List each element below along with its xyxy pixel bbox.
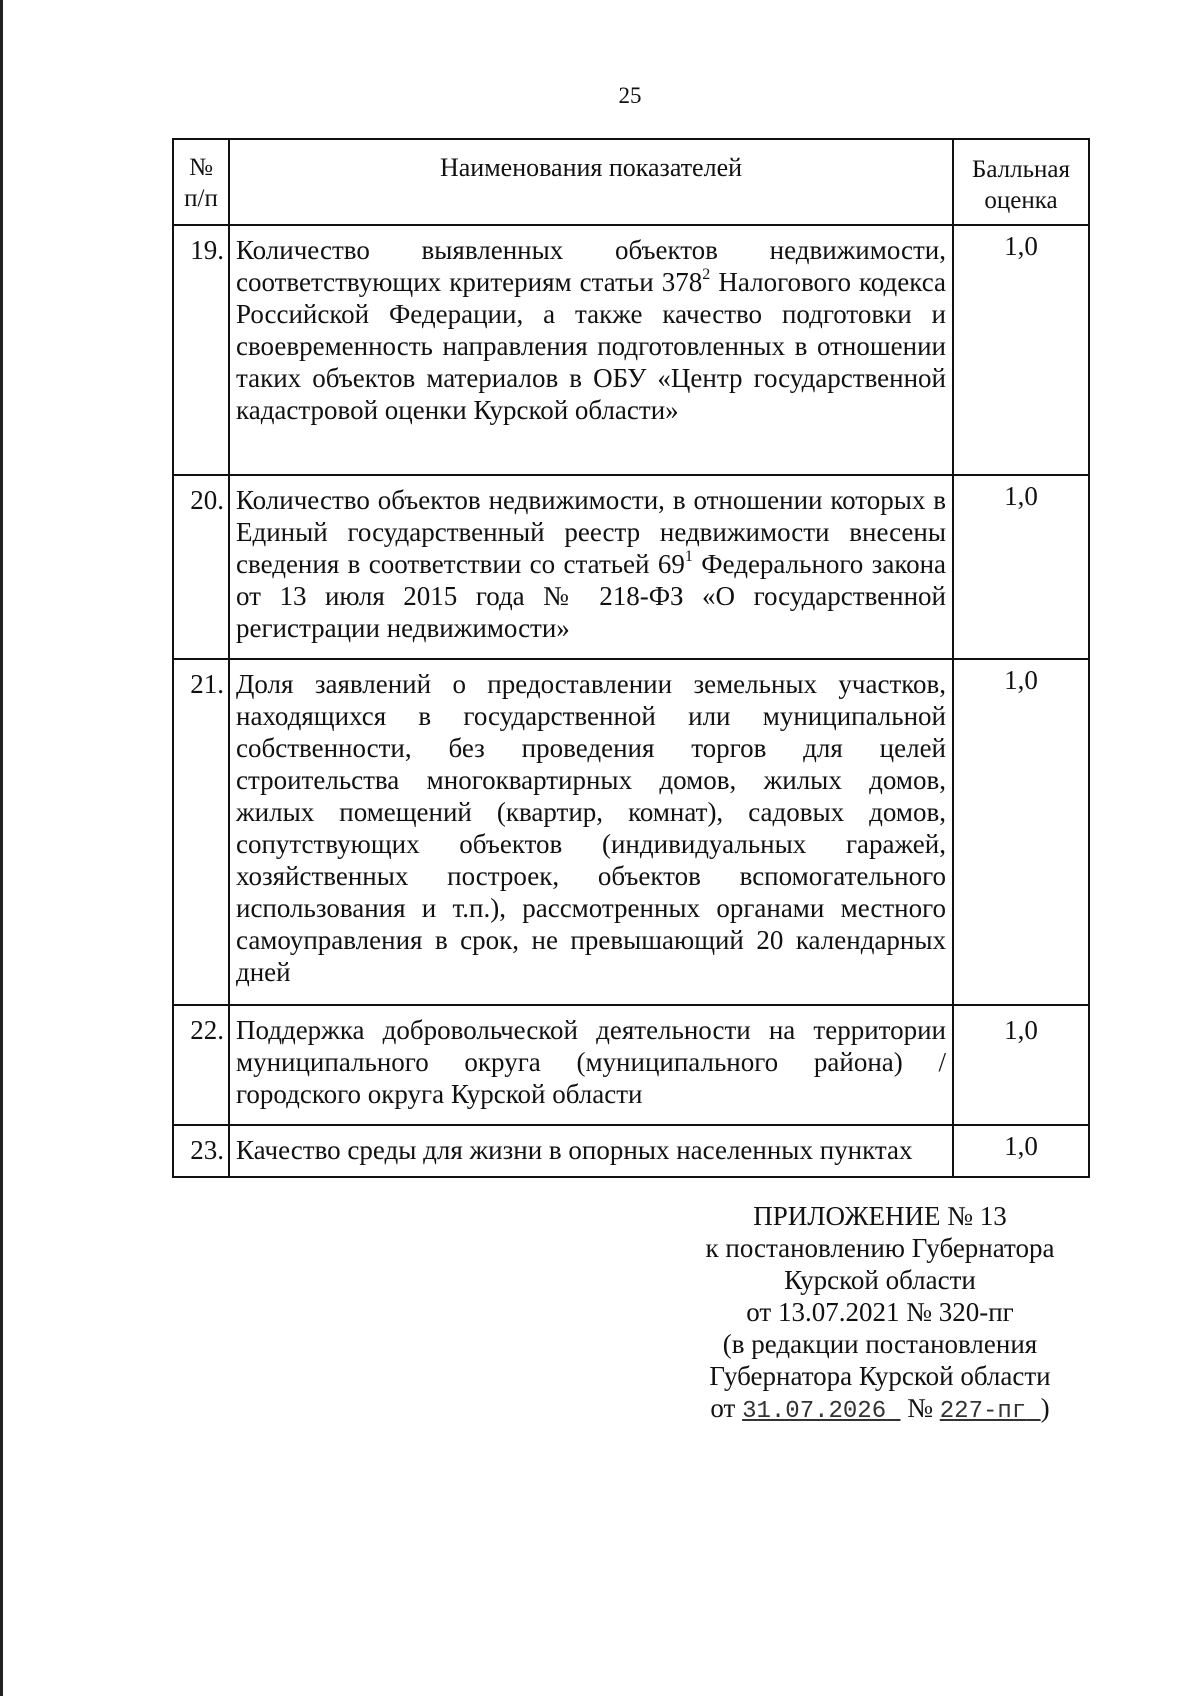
- appendix-title: ПРИЛОЖЕНИЕ № 13: [753, 1201, 1007, 1231]
- row-number: 22.: [173, 1005, 229, 1125]
- row-indicator-text: Качество среды для жизни в опорных населенных пунктах: [229, 1125, 953, 1177]
- appendix-reference: к постановлению Губернатора: [705, 1233, 1055, 1263]
- edition-date: 31.07.2026: [742, 1398, 887, 1425]
- appendix-edition-line: от 31.07.2026 № 227-пг ): [710, 1393, 1050, 1425]
- row-score: 1,0: [953, 1125, 1089, 1177]
- indicators-table: [172, 138, 1090, 1178]
- superscript: 1: [684, 548, 693, 565]
- edition-number: 227-пг: [939, 1398, 1027, 1425]
- header-score-line2: оценка: [984, 187, 1058, 214]
- table-header-row: [173, 139, 1089, 225]
- row-score: 1,0: [953, 659, 1089, 1005]
- header-number-abbr: п/п: [184, 185, 218, 212]
- table-row: [173, 1125, 1089, 1177]
- page-number: 25: [618, 83, 642, 108]
- header-indicator-name: Наименования показателей: [229, 139, 953, 225]
- header-score: [953, 139, 1089, 225]
- row-number: 21.: [173, 659, 229, 1005]
- row-indicator-text: Количество объектов недвижимости, в отношении которых в Единый государственный реестр недвижимости внесены сведения в соответствии со статьей $69^1$ Федерального закона от 13 июля 2015 года № 218-ФЗ «О государственной регистрации недвижимости»: [229, 475, 953, 659]
- superscript: 2: [702, 266, 711, 283]
- table-row: [173, 475, 1089, 659]
- row-number: 19.: [173, 225, 229, 475]
- appendix-governor: Губернатора Курской области: [709, 1361, 1051, 1391]
- row-indicator-text: Количество выявленных объектов недвижимости, соответствующих критериям статьи $378^2$ Налогового кодекса Российской Федерации, а также качество подготовки и своевременность направления подготовленных в отношении таких объектов материалов в ОБУ «Центр государственной кадастровой оценки Курской области»: [229, 225, 953, 475]
- row-score: 1,0: [953, 475, 1089, 659]
- row-score: 1,0: [953, 1005, 1089, 1125]
- row-indicator-text: Доля заявлений о предоставлении земельных участков, находящихся в государственной или муниципальной собственности, без проведения торгов для целей строительства многоквартирных домов, жилых домов, жилых помещений (квартир, комнат), садовых домов, сопутствующих объектов (индивидуальных гаражей, хозяйственных построек, объектов вспомогательного использования и т.п.), рассмотренных органами местного самоуправления в срок, не превышающий 20 календарных дней: [229, 659, 953, 1005]
- header-number-sign: №: [189, 154, 213, 181]
- row-score: 1,0: [953, 225, 1089, 475]
- appendix-decree-date: от 13.07.2021 № 320-пг: [746, 1297, 1014, 1327]
- header-score-line1: Балльная: [972, 156, 1070, 183]
- number-sign: №: [907, 1393, 934, 1423]
- appendix-edition-note: (в редакции постановления: [722, 1329, 1038, 1359]
- appendix-region: Курской области: [784, 1265, 976, 1295]
- header-number: [173, 139, 229, 225]
- table-row: [173, 659, 1089, 1005]
- table-row: [173, 225, 1089, 475]
- page-edge: [0, 0, 3, 1696]
- row-number: 20.: [173, 475, 229, 659]
- appendix-block: [680, 1200, 1080, 1428]
- row-number: 23.: [173, 1125, 229, 1177]
- table-row: [173, 1005, 1089, 1125]
- row-indicator-text: Поддержка добровольческой деятельности на территории муниципального округа (муниципального района) / городского округа Курской области: [229, 1005, 953, 1125]
